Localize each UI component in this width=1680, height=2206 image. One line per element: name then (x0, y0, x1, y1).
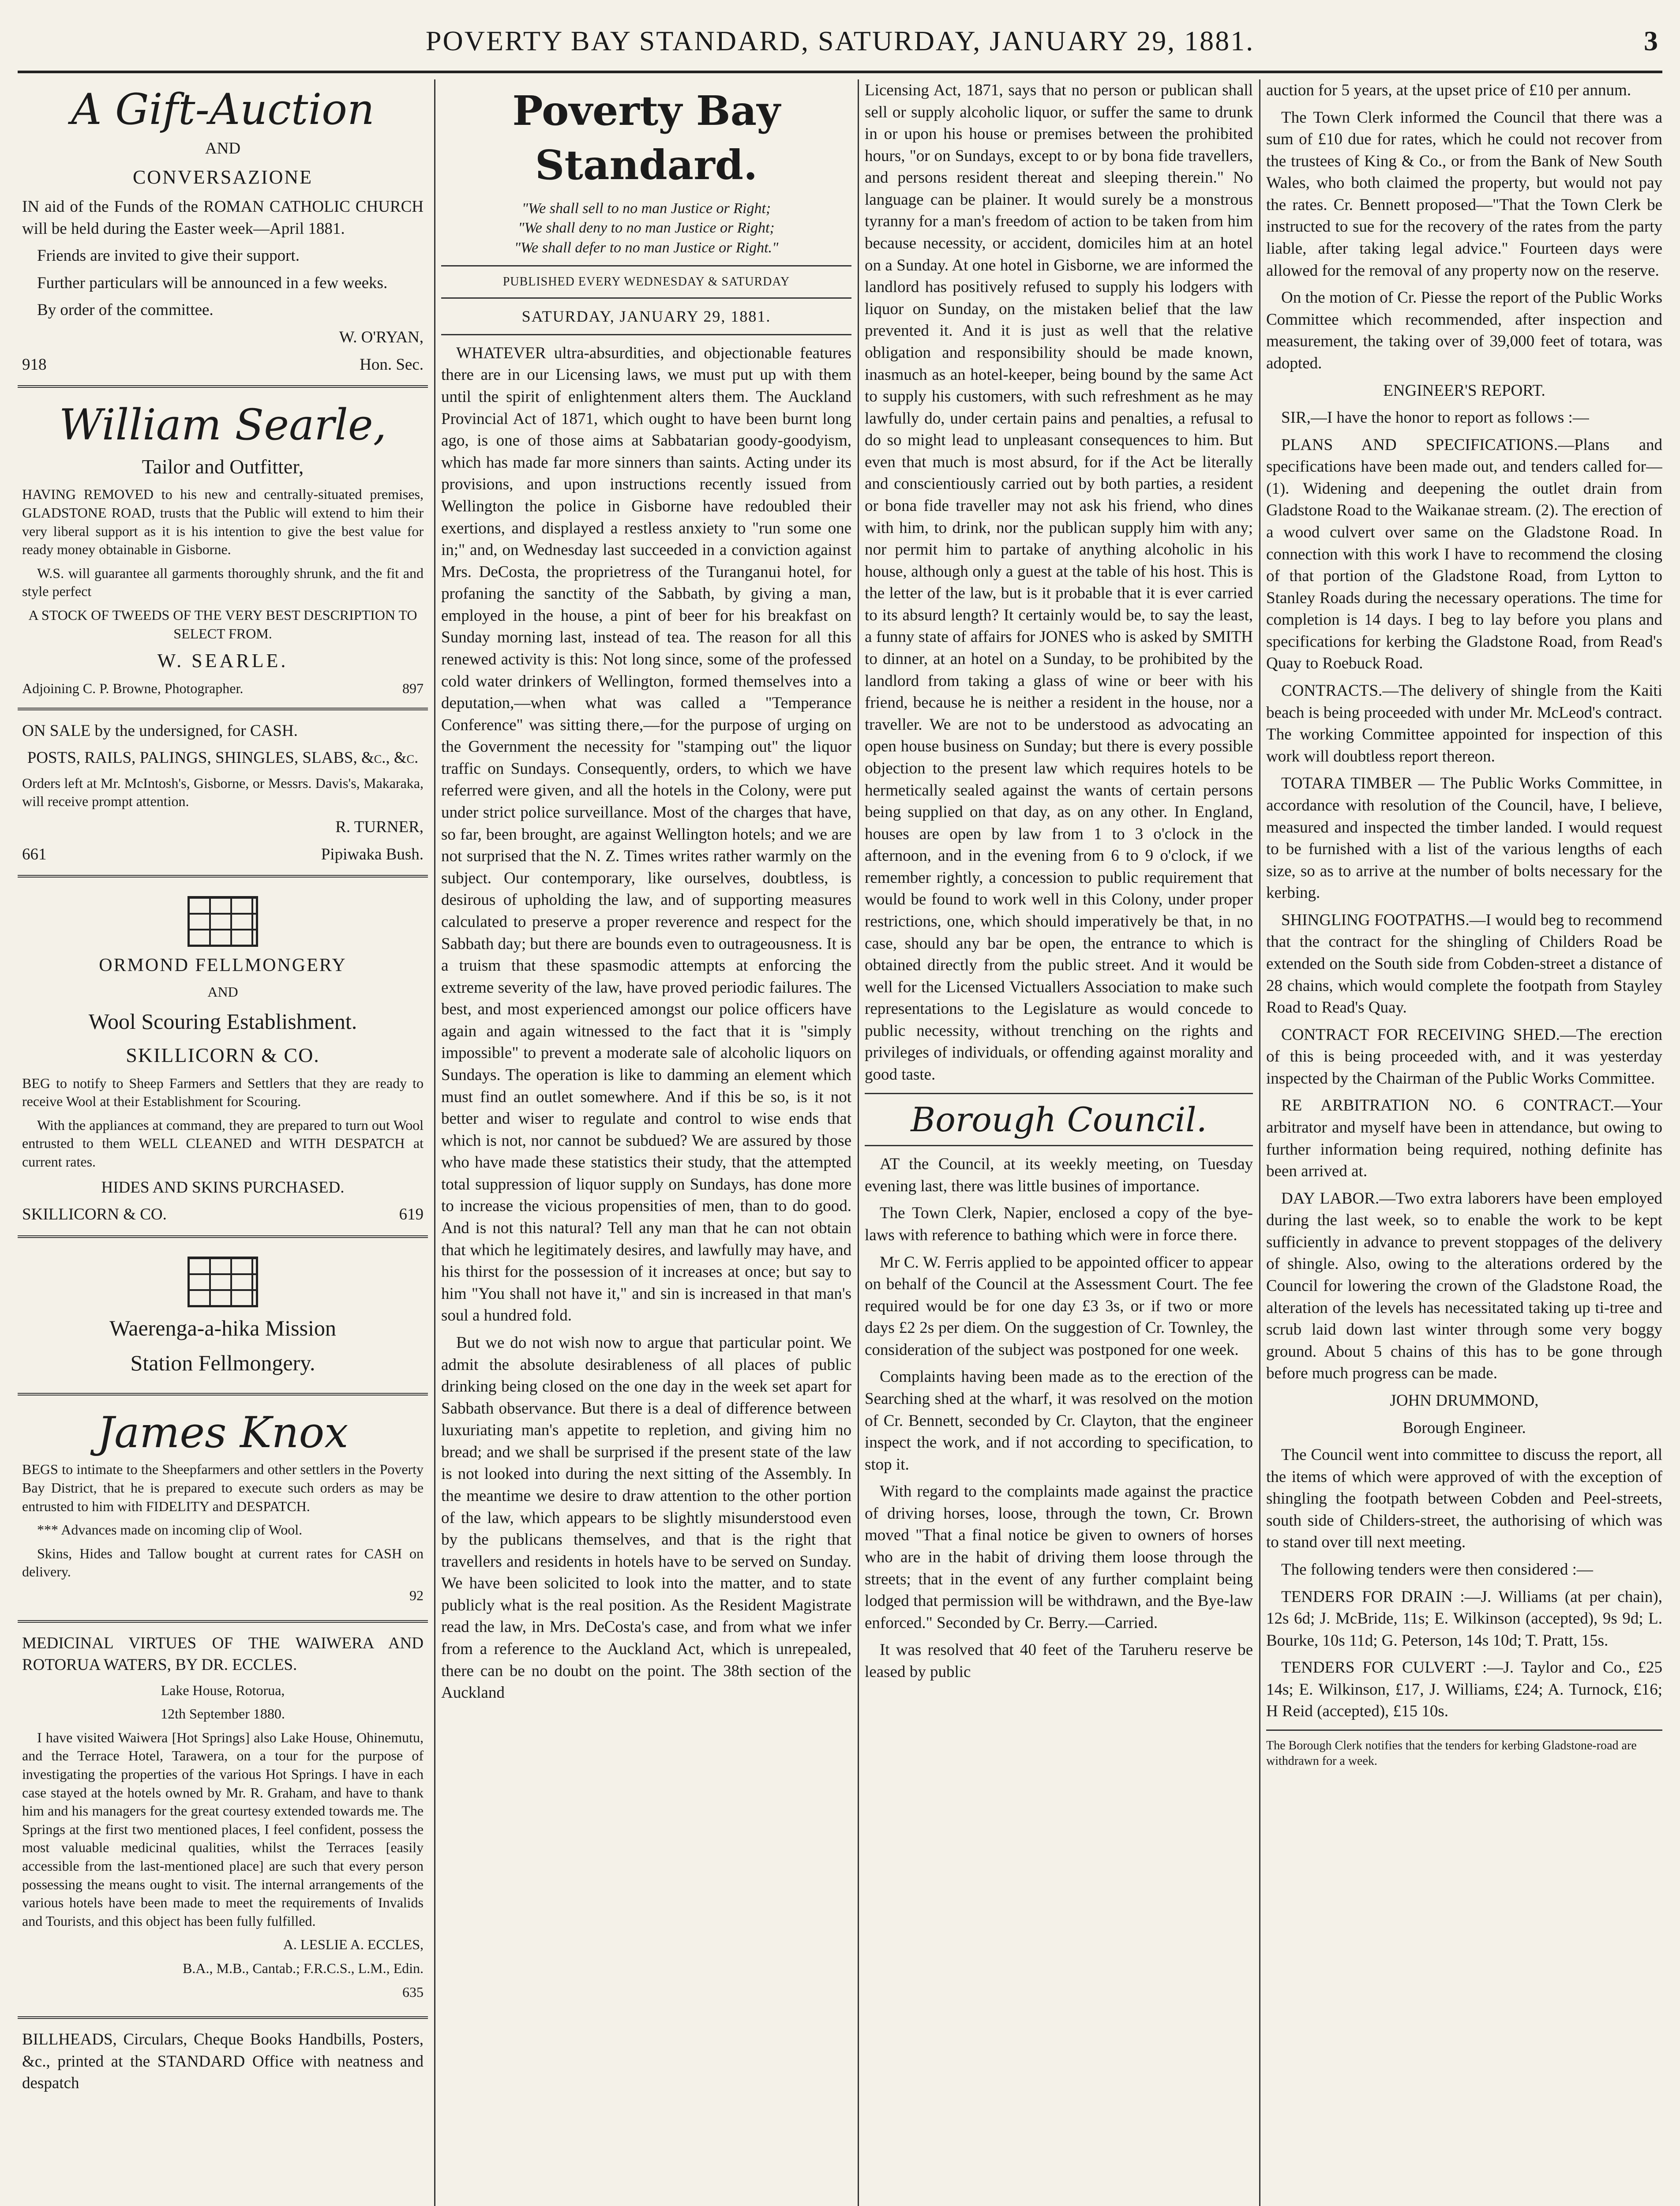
searle-ad (18, 395, 428, 701)
ad-signature: SKILLICORN & CO. (22, 1205, 167, 1224)
ad-footer (22, 354, 424, 376)
report-paragraph: DAY LABOR.—Two extra laborers have been employed during the last week, so to enable the work to be kept sufficiently in advance to prevent stoppages of the delivery of shingle. Also, owing to the alterations ordered by the Council for lowering the crown of the Gladstone Road, the alteration of the levels has necessitated taking up ti-tree and scrub laid down last winter through some very boggy ground. About 5 chains of this has to be gone through before much progress can be made. (1266, 1189, 1662, 1383)
ad-signature: A. LESLIE A. ECCLES, (283, 1936, 424, 1953)
divider (18, 1235, 428, 1238)
ad-title: ORMOND FELLMONGERY (99, 955, 347, 976)
ad-title: James Knox (97, 1407, 349, 1457)
ad-name: SKILLICORN & CO. (126, 1044, 320, 1067)
council-paragraph: On the motion of Cr. Piesse the report of the Public Works Committee which recommended, after inspection and measurement, the taking over of 39,000 feet of totara, was adopted. (1266, 289, 1662, 372)
ad-subtitle: Tailor and Outfitter, (142, 455, 304, 478)
column-editorial-continued (865, 79, 1253, 2206)
council-paragraph: Complaints having been made as to the erection of the Searching shed at the wharf, it was resolved on the motion of Cr. Bennett, seconded by Cr. Clayton, that the engineer inspect the work, and if not according to specification, to stop it. (865, 1368, 1253, 1474)
divider (441, 334, 851, 335)
column-rule (858, 79, 859, 2206)
ad-footer (22, 1204, 424, 1226)
ad-number: 635 (402, 1984, 424, 2000)
report-paragraph: CONTRACT FOR RECEIVING SHED.—The erection of this is being proceeded with, and it was yesterday inspected by the Chairman of the Public Works Committee. (1266, 1025, 1662, 1088)
council-paragraph: The following tenders were then considered :— (1281, 1561, 1593, 1579)
ad-subtitle: CONVERSAZIONE (132, 166, 313, 188)
council-paragraph: auction for 5 years, at the upset price of £10 per annum. (1266, 81, 1631, 99)
ad-role: Hon. Sec. (360, 355, 424, 374)
ad-text: Skins, Hides and Tallow bought at current rates for CASH on delivery. (22, 1545, 424, 1580)
report-paragraph: CONTRACTS.—The delivery of shingle from the Kaiti beach is being proceeded with under Mr. McLeod's contract. The working Committee appointed for inspection of this work will doubtless report thereon. (1266, 682, 1662, 765)
ad-number: 897 (402, 680, 424, 697)
ad-text: BEG to notify to Sheep Farmers and Settlers that they are ready to receive Wool at their Establishment for Scouring. (22, 1075, 424, 1110)
report-heading: ENGINEER'S REPORT. (1383, 381, 1545, 400)
ad-title: A Gift-Auction (71, 85, 375, 134)
motto-line: "We shall sell to no man Justice or Right; (521, 200, 771, 217)
section-heading: Borough Council. (911, 1099, 1207, 1139)
report-paragraph: RE ARBITRATION NO. 6 CONTRACT.—Your arbitrator and myself have been in attendance, but owing to further information being required, nothing definite has been arrived at. (1266, 1096, 1662, 1181)
ad-text: POSTS, RAILS, PALINGS, SHINGLES, SLABS, &c., &c. (27, 749, 419, 767)
column-advertisements (18, 79, 428, 2206)
ad-title: Waerenga-a-hika Mission (109, 1315, 336, 1340)
masthead: Poverty Bay Standard. (512, 87, 780, 189)
ad-text: ON SALE by the undersigned, for CASH. (22, 721, 298, 740)
ad-date: 12th September 1880. (161, 1706, 285, 1722)
divider (441, 265, 851, 266)
council-paragraph: AT the Council, at its weekly meeting, on Tuesday evening last, there was little busines of importance. (865, 1155, 1253, 1195)
ad-text: With the appliances at command, they are prepared to turn out Wool entrusted to them WELL CLEANED and WITH DESPATCH at current rates. (22, 1117, 424, 1170)
council-paragraph: The Town Clerk informed the Council that there was a sum of £10 due for rates, which he could not recover from the trustees of King & Co., or from the Bank of New South Wales, who both claimed the property, but would not pay the rates. Cr. Bennett proposed—"That the Town Clerk be instructed to sue for the recovery of the rates from the party liable, after taking legal advice." Fourteen days were allowed for the removal of any property now on the reserve. (1266, 108, 1662, 280)
tenders-paragraph: TENDERS FOR CULVERT :—J. Taylor and Co., £25 14s; E. Wilkinson, £17, J. Williams, £24; A. Turnock, £16; H Reid (accepted), £15 10s. (1266, 1658, 1662, 1721)
wool-bale-icon (188, 896, 258, 947)
ad-text: By order of the committee. (37, 301, 214, 319)
ad-text: W.S. will guarantee all garments thoroughly shrunk, and the fit and style perfect (22, 565, 424, 600)
tenders-paragraph: TENDERS FOR DRAIN :—J. Williams (at per chain), 12s 6d; J. McBride, 11s; E. Wilkinson (accepted), 9s 9d; L. Bourke, 10s 11d; G. Peterson, 14s 10d; T. Pratt, 15s. (1266, 1587, 1662, 1650)
council-paragraph: With regard to the complaints made against the practice of driving horses, loose, through the town, Cr. Brown moved "That a final notice be given to owners of horses who are in the habit of driving them loose through the streets; that in the event of any further complaint being lodged that permission will be withdrawn, and the Bye-law enforced." Seconded by Cr. Berry.—Carried. (865, 1482, 1253, 1632)
ad-title: MEDICINAL VIRTUES OF THE WAIWERA AND ROTORUA WATERS, BY DR. ECCLES. (22, 1634, 424, 1674)
eccles-ad (18, 1630, 428, 2010)
ad-text: BILLHEADS, Circulars, Cheque Books Handbills, Posters, &c., printed at the STANDARD Office with neatness and despatch (22, 2030, 424, 2093)
ad-text: AND (207, 984, 238, 1000)
divider (18, 385, 428, 388)
page-number: 3 (1644, 25, 1658, 56)
editorial-paragraph: WHATEVER ultra-absurdities, and objectionable features there are in our Licensing laws, we must put up with them until the spirit of enlightenment alters them. The Auckland Provincial Act of 1871, which ought to have been burnt long ago, is one of those aims at Sabbatarian goody-goodyism, which has made far more sinners than saints. Acting under its provisions, and upon instructions recently issued from Wellington the police in Gisborne have redoubled their exertions, and displayed a restless anxiety to "run some one in;" and, on Wednesday last succeeded in a conviction against Mrs. DeCosta, the proprietress of the Turanganui hotel, for profaning the sanctity of the Sabbath, by giving a man, employed in the house, a pint of beer for his breakfast on Sunday morning last, instead of tea. The reason for all this renewed activity is this: Not long since, some of the professed cold water drinkers of Wellington, formed themselves into a deputation,—when what was called a "Temperance Conference" was sitting there,—for the purpose of urging on the Government the necessity for "stamping out" the liquor traffic on Sundays. Consequently, orders, to which we have referred were given, and all the hotels in the Colony, were put under strict police surveillance. Most of the charges that have, so far, been brought, are against Wellington hotels; and we are not surprised that the N. Z. Times writes rather warmly on the subject. Our contemporary, like ourselves, doubtless, is desirous of upholding the law, and of supporting measures calculated to preserve a proper reverence and respect for the Sabbath day; but there are bounds even to outrageousness. It is a truism that these spasmodic attempts at enforcing the extreme severity of the law, have proved periodic failures. The best, and most experienced amongst our police officers have again and again witnessed to the fact that it is "simply impossible" to prevent a moderate sale of alcoholic liquors on Sundays. The operation is like to damming an element which must find an outlet somewhere. And if this be so, is it not better and wiser to regulate and control to wise ends that which is not, nor cannot be subdued? We are assured by those who have made these statistics their study, that the attempted total suppression of liquor supply on Sundays, has done more to increase the vicious propensities of men, than to do good. And is not this natural? Tell any man that he can not obtain that which he legitimately desires, and lawfully may have, and his thirst for the possession of it increases at once; but say to him "You shall not have it," and sin is increased in that man's soul a hundred fold. (441, 344, 851, 1325)
divider (865, 1093, 1253, 1094)
motto-line: "We shall deny to no man Justice or Right; (518, 220, 775, 236)
editorial-paragraph: But we do not wish now to argue that particular point. We admit the absolute desirableness of all places of public drinking being closed on the one day in the week set apart for Sabbath observance. But there is a deal of difference between luxuriating man's appetite to repletion, and giving him no bread; and we shall be surprised if the present state of the law is not looked into during the next sitting of the Assembly. In the meantime we desire to draw attention to the other portion of the law, which appears to be slightly misunderstood even by the publicans themselves, and that is the right that travellers and residents in hotels have to be served on Sunday. We have been solicited to look into the matter, and to state publicly what is the real position. As the Resident Magistrate read the law, in Mrs. DeCosta's case, and from what we infer from a reference to the Auckland Act, which is unrepealed, there can be no doubt on the point. The 38th section of the Auckland (441, 1333, 851, 1702)
ad-subtitle: Station Fellmongery. (130, 1350, 315, 1375)
ad-number: 619 (399, 1205, 424, 1224)
council-paragraph: The Town Clerk, Napier, enclosed a copy of the bye-laws with reference to bathing which were in force there. (865, 1204, 1253, 1244)
dateline: SATURDAY, JANUARY 29, 1881. (521, 307, 771, 325)
council-paragraph: The Council went into committee to discuss the report, all the items of which were approved of with the exception of shingling the footpath between Cobden and Peel-streets, south side of Childers-street, the authorising of which was to stand over till next meeting. (1266, 1446, 1662, 1552)
divider (18, 875, 428, 878)
ad-text: Friends are invited to give their support. (37, 247, 300, 265)
council-paragraph: Mr C. W. Ferris applied to be appointed officer to appear on behalf of the Council at the Assessment Court. The fee required would be for one day £3 3s, or if two or more days £2 2s per diem. On the suggestion of Cr. Townley, the consideration of the subject was postponed for one week. (865, 1253, 1253, 1359)
ad-text: AND (205, 139, 241, 158)
divider (18, 2016, 428, 2019)
knox-ad (18, 1403, 428, 1613)
ad-number: 918 (22, 355, 47, 374)
column-rule (1259, 79, 1260, 2206)
report-signature-title: Borough Engineer. (1402, 1418, 1526, 1437)
publication-schedule: PUBLISHED EVERY WEDNESDAY & SATURDAY (502, 275, 790, 289)
divider (865, 1145, 1253, 1146)
divider (18, 1620, 428, 1623)
report-paragraph: TOTARA TIMBER — The Public Works Committee, in accordance with resolution of the Council, have, I believe, measured and inspected the timber landed. I would request to be furnished with a list of the various lengths of each size, so as to arrive at the number of bolts necessary for the kerbing. (1266, 774, 1662, 902)
ad-text: IN aid of the Funds of the ROMAN CATHOLIC CHURCH will be held during the Easter week—April 1881. (22, 198, 424, 238)
ad-degrees: B.A., M.B., Cantab.; F.R.C.S., L.M., Edin. (183, 1960, 424, 1977)
page-header (18, 13, 1662, 73)
waerenga-ad (18, 1245, 428, 1386)
ad-text: Further particulars will be announced in a few weeks. (37, 274, 388, 292)
column-rule (434, 79, 435, 2206)
ad-number: 661 (22, 845, 47, 863)
ad-subtitle: Wool Scouring Establishment. (88, 1009, 357, 1034)
editorial-paragraph: Licensing Act, 1871, says that no person or publican shall sell or supply alcoholic liquor, or suffer the same to drunk in or upon his house or premises between the prohibited hours, "or on Sundays, except to or by bona fide travellers, and persons resident thereat and sleeping therein." No language can be plainer. It would surely be a monstrous tyranny for a man's freedom of action to be taken from him because necessity, or accident, domiciles him at an hotel on a Sunday. At one hotel in Gisborne, we are informed the landlord has positively refused to supply his lodgers with liquor on Sunday, on the mistaken belief that the law prevented it. And it is just as well that the relative obligation and responsibility should be made known, inasmuch as an hotel-keeper, being bound by the same Act to supply his customers, with such refreshment as he may lawfully do, under certain pains and penalties, a refusal to do so might lead to unpleasant consequences to him. But even that much is most absurd, for if the Act be literally and conscientiously carried out by both parties, a resident or bona fide traveller may not ask his friend, who dines with him, to drink, nor the publican supply him with any; nor permit him to partake of anything alcoholic in his house, although only a guest at the table of his host. This is the letter of the law, but is it probable that it is ever carried to its absurd length? It certainly would be, to say the least, a funny state of affairs for JONES who is asked by SMITH to dinner, at an hotel on a Sunday, to be prohibited by the landlord from taking a glass of wine or beer with his friend, because he is neither a resident in the house, nor a traveller. We are not to be understood as advocating an open house business on Sunday; but there is every possible objection to the present law which requires hotels to be hermetically sealed against the wants of certain persons being supplied on that day, as on any other. In England, houses are open by law from 1 to 3 o'clock in the afternoon, and in the evening from 6 to 9 o'clock, if we remember rightly, a concession to public requirement that would be found to work well in this Colony, under proper restrictions, one, which should imperatively be that, in no case, should any bar be open, the entrance to which is obtained directly from the public street. And it would be well for the Licensed Victuallers Association to make such representations to the Legislature as would concede to public necessity, without trenching on the rights and privileges of individuals, or offending against morality and good taste. (865, 81, 1253, 1084)
council-paragraph: It was resolved that 40 feet of the Taruheru reserve be leased by public (865, 1641, 1253, 1681)
turner-ad (18, 717, 428, 868)
ad-place: Lake House, Rotorua, (161, 1682, 285, 1698)
ad-text: *** Advances made on incoming clip of Wool. (37, 1522, 303, 1538)
ad-address: Adjoining C. P. Browne, Photographer. (22, 680, 244, 697)
newspaper-page (18, 13, 1662, 2206)
footnote: The Borough Clerk notifies that the tenders for kerbing Gladstone-road are withdrawn for a week. (1266, 1739, 1637, 1768)
ad-footer (22, 679, 424, 698)
divider (18, 1393, 428, 1396)
ad-signature: W. O'RYAN, (339, 328, 424, 347)
ad-text: BEGS to intimate to the Sheepfarmers and other settlers in the Poverty Bay District, that he is prepared to execute such orders as may be entrusted to him with FIDELITY and DESPATCH. (22, 1461, 424, 1514)
report-paragraph: SIR,—I have the honor to report as follows :— (1281, 409, 1589, 427)
divider (18, 708, 428, 710)
report-signature: JOHN DRUMMOND, (1390, 1391, 1539, 1410)
ad-name: W. SEARLE. (157, 650, 289, 672)
ad-text: Orders left at Mr. McIntosh's, Gisborne, or Messrs. Davis's, Makaraka, will receive prompt attention. (22, 775, 424, 810)
wool-bale-icon (188, 1257, 258, 1307)
divider (441, 297, 851, 299)
ad-footer (22, 844, 424, 866)
gift-auction-ad (18, 79, 428, 378)
ad-name: R. TURNER, (335, 818, 424, 837)
column-editorial (441, 79, 851, 2206)
ad-title: William Searle, (59, 400, 387, 450)
ad-place: Pipiwaka Bush. (321, 845, 424, 863)
ad-text: I have visited Waiwera [Hot Springs] also Lake House, Ohinemutu, and the Terrace Hotel, Tarawera, on a tour for the purpose of investigating the properties of the various Hot Springs. I have in each case stayed at the hotels owned by Mr. R. Graham, and have to thank him and his managers for the great courtesy extended towards me. The Springs at the first two mentioned places, I feel confident, possess the most valuable medicinal qualities, whilst the Terraces [easily accessible from the last-mentioned place] are such that every person possessing the means ought to visit. The internal arrangements of the various hotels have been made to meet the requirements of Invalids and Tourists, and this object has been fully fulfilled. (22, 1729, 424, 1929)
report-paragraph: PLANS AND SPECIFICATIONS.—Plans and specifications have been made out, and tenders called for—(1). Widening and deepening the outlet drain from Gladstone Road to the Waikanae stream. (2). The erection of a wood culvert over same on the Gladstone Road. In connection with this work I have to recommend the closing of that portion of the Gladstone Road, from Lytton to Stanley Roads during the necessary operations. The time for completion is 14 days. I beg to lay before you plans and specifications for kerbing the Gladstone Road, from Read's Quay to Roebuck Road. (1266, 435, 1662, 673)
ad-number: 92 (409, 1587, 424, 1603)
ad-text: A STOCK OF TWEEDS OF THE VERY BEST DESCRIPTION TO SELECT FROM. (28, 607, 417, 642)
column-council-report (1266, 79, 1662, 2206)
billheads-ad (18, 2026, 428, 2102)
ormond-ad (18, 885, 428, 1228)
report-paragraph: SHINGLING FOOTPATHS.—I would beg to recommend that the contract for the shingling of Childers Road be extended on the South side from Cobden-street a distance of 28 chains, which would complete the footpath from Stayley Road to Read's Quay. (1266, 911, 1662, 1017)
ad-text: HAVING REMOVED to his new and centrally-situated premises, GLADSTONE ROAD, trusts that the Public will extend to him their very liberal support as it is his intention to give the best value for ready money obtainable in Gisborne. (22, 486, 424, 558)
divider (1266, 1730, 1662, 1731)
motto-line: "We shall defer to no man Justice or Right." (514, 240, 779, 256)
page-title: POVERTY BAY STANDARD, SATURDAY, JANUARY 29, 1881. (425, 25, 1255, 56)
ad-text: HIDES AND SKINS PURCHASED. (101, 1178, 345, 1197)
